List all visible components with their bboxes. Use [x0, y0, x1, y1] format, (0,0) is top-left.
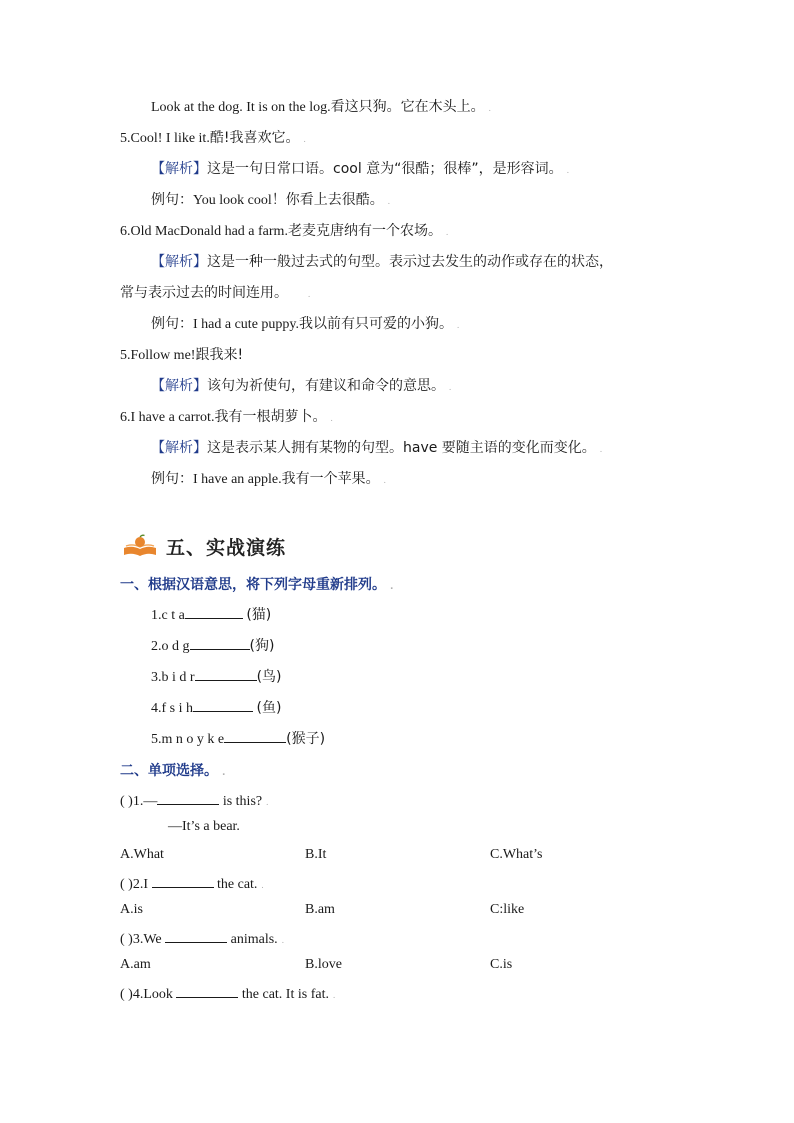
chinese-text: 跟我来!: [195, 347, 244, 363]
option-3a: A.am: [120, 957, 151, 972]
question-1: ( )1.— is this? .: [120, 790, 268, 812]
question-3: ( )3.We animals. .: [120, 928, 284, 950]
chinese-text: 我以前有只可爱的小狗。: [299, 316, 453, 332]
option-2b: B.am: [305, 902, 335, 917]
example-prefix: 例句：: [151, 316, 193, 332]
chinese-text: 酷!我喜欢它。: [209, 130, 300, 146]
answer-blank[interactable]: [185, 604, 243, 619]
chinese-hint: (猫): [246, 607, 272, 623]
analysis-tag: 【解析】: [151, 378, 207, 394]
sentence-6-farm: 6.Old MacDonald had a farm.老麦克唐纳有一个农场。 .: [120, 223, 449, 239]
answer-blank[interactable]: [152, 873, 214, 888]
part2-heading: 二、单项选择。 .: [120, 763, 226, 779]
answer-blank[interactable]: [176, 983, 238, 998]
sentence-5-cool: 5.Cool! I like it.酷!我喜欢它。 .: [120, 130, 306, 146]
option-2a: A.is: [120, 902, 143, 917]
question-text: is this?: [222, 794, 263, 809]
spelling-item-1: [151, 604, 271, 626]
question-text: animals.: [230, 932, 278, 947]
analysis-tag: 【解析】: [151, 254, 207, 270]
chinese-text: 我有一个苹果。: [281, 471, 380, 487]
english-text: I had a cute puppy.: [193, 317, 299, 332]
chinese-hint: (鸟): [256, 669, 282, 685]
option-1c: C.What’s: [490, 847, 543, 862]
part1-heading: 一、根据汉语意思，将下列字母重新排列。 .: [120, 577, 394, 593]
example-line-dog: Look at the dog. It is on the log.看这只狗。它在木头上。 .: [151, 99, 491, 115]
book-apple-icon: [122, 534, 158, 558]
analysis-tag: 【解析】: [151, 161, 207, 177]
english-text: You look cool！: [193, 193, 286, 208]
chinese-hint: (狗): [249, 638, 275, 654]
scrambled-letters: 3.b i d r: [151, 670, 195, 685]
analysis-text: 这是表示某人拥有某物的句型。have 要随主语的变化而变化。: [207, 440, 596, 456]
section-heading: 五、实战演练: [166, 536, 287, 559]
question-1-response: —It’s a bear.: [168, 819, 240, 834]
answer-blank[interactable]: [165, 928, 227, 943]
sentence-6-carrot: 6.I have a carrot.我有一根胡萝卜。 .: [120, 409, 333, 425]
option-2c: C:like: [490, 902, 525, 917]
analysis-tag: 【解析】: [151, 440, 207, 456]
option-3b: B.love: [305, 957, 342, 972]
answer-blank[interactable]: [195, 666, 257, 681]
chinese-text: 你看上去很酷。: [285, 192, 384, 208]
question-number: ( )2.I: [120, 877, 148, 892]
section-title: [122, 530, 286, 562]
spelling-item-4: [151, 697, 281, 719]
answer-blank[interactable]: [193, 697, 253, 712]
example-prefix: 例句：: [151, 471, 193, 487]
analysis-past-tense: [151, 252, 613, 273]
answer-blank[interactable]: [190, 635, 250, 650]
example-cool: 例句：You look cool！你看上去很酷。 .: [151, 192, 390, 208]
scrambled-letters: 2.o d g: [151, 639, 190, 654]
english-text: 5.Cool! I like it.: [120, 131, 210, 146]
analysis-text: 该句为祈使句，有建议和命令的意思。: [207, 378, 445, 394]
chinese-text: 看这只狗。它在木头上。: [330, 99, 485, 115]
option-3c: C.is: [490, 957, 513, 972]
scrambled-letters: 4.f s i h: [151, 701, 193, 716]
english-text: I have an apple.: [193, 472, 282, 487]
analysis-text: 这是一句日常口语。cool 意为“很酷；很棒”，是形容词。: [207, 161, 563, 177]
analysis-have: 【解析】这是表示某人拥有某物的句型。have 要随主语的变化而变化。 .: [151, 440, 603, 456]
analysis-imperative: 【解析】该句为祈使句，有建议和命令的意思。 .: [151, 378, 452, 394]
option-1b: B.It: [305, 847, 327, 862]
question-text: the cat.: [217, 877, 258, 892]
analysis-text: 这是一种一般过去式的句型。表示过去发生的动作或存在的状态，: [207, 254, 613, 270]
analysis-past-tense-cont: 常与表示过去的时间连用。 .: [120, 285, 311, 301]
answer-blank[interactable]: [157, 790, 219, 805]
english-text: Look at the dog. It is on the log.: [151, 100, 331, 115]
sentence-5-follow: [120, 345, 243, 366]
spelling-item-5: [151, 728, 325, 750]
answer-blank[interactable]: [224, 728, 286, 743]
chinese-hint: (猴子): [286, 731, 326, 747]
question-2: ( )2.I the cat. .: [120, 873, 264, 895]
scrambled-letters: 5.m n o y k e: [151, 732, 225, 747]
question-number: ( )1.—: [120, 794, 158, 809]
english-text: 6.Old MacDonald had a farm.: [120, 224, 288, 239]
option-1a: A.What: [120, 847, 164, 862]
scrambled-letters: 1.c t a: [151, 608, 185, 623]
chinese-text: 老麦克唐纳有一个农场。: [287, 223, 442, 239]
question-number: ( )3.We: [120, 932, 162, 947]
chinese-text: 我有一根胡萝卜。: [214, 409, 327, 425]
english-text: 5.Follow me!: [120, 348, 196, 363]
example-puppy: 例句：I had a cute puppy.我以前有只可爱的小狗。 .: [151, 316, 460, 332]
spelling-item-2: [151, 635, 274, 657]
example-apple: 例句：I have an apple.我有一个苹果。 .: [151, 471, 386, 487]
spelling-item-3: [151, 666, 282, 688]
analysis-text: 常与表示过去的时间连用。: [120, 285, 288, 301]
english-text: 6.I have a carrot.: [120, 410, 215, 425]
question-number: ( )4.Look: [120, 987, 173, 1002]
analysis-cool: 【解析】这是一句日常口语。cool 意为“很酷；很棒”，是形容词。 .: [151, 161, 569, 177]
question-text: the cat. It is fat.: [241, 987, 329, 1002]
question-4: ( )4.Look the cat. It is fat. .: [120, 983, 335, 1005]
example-prefix: 例句：: [151, 192, 193, 208]
chinese-hint: (鱼): [256, 700, 282, 716]
